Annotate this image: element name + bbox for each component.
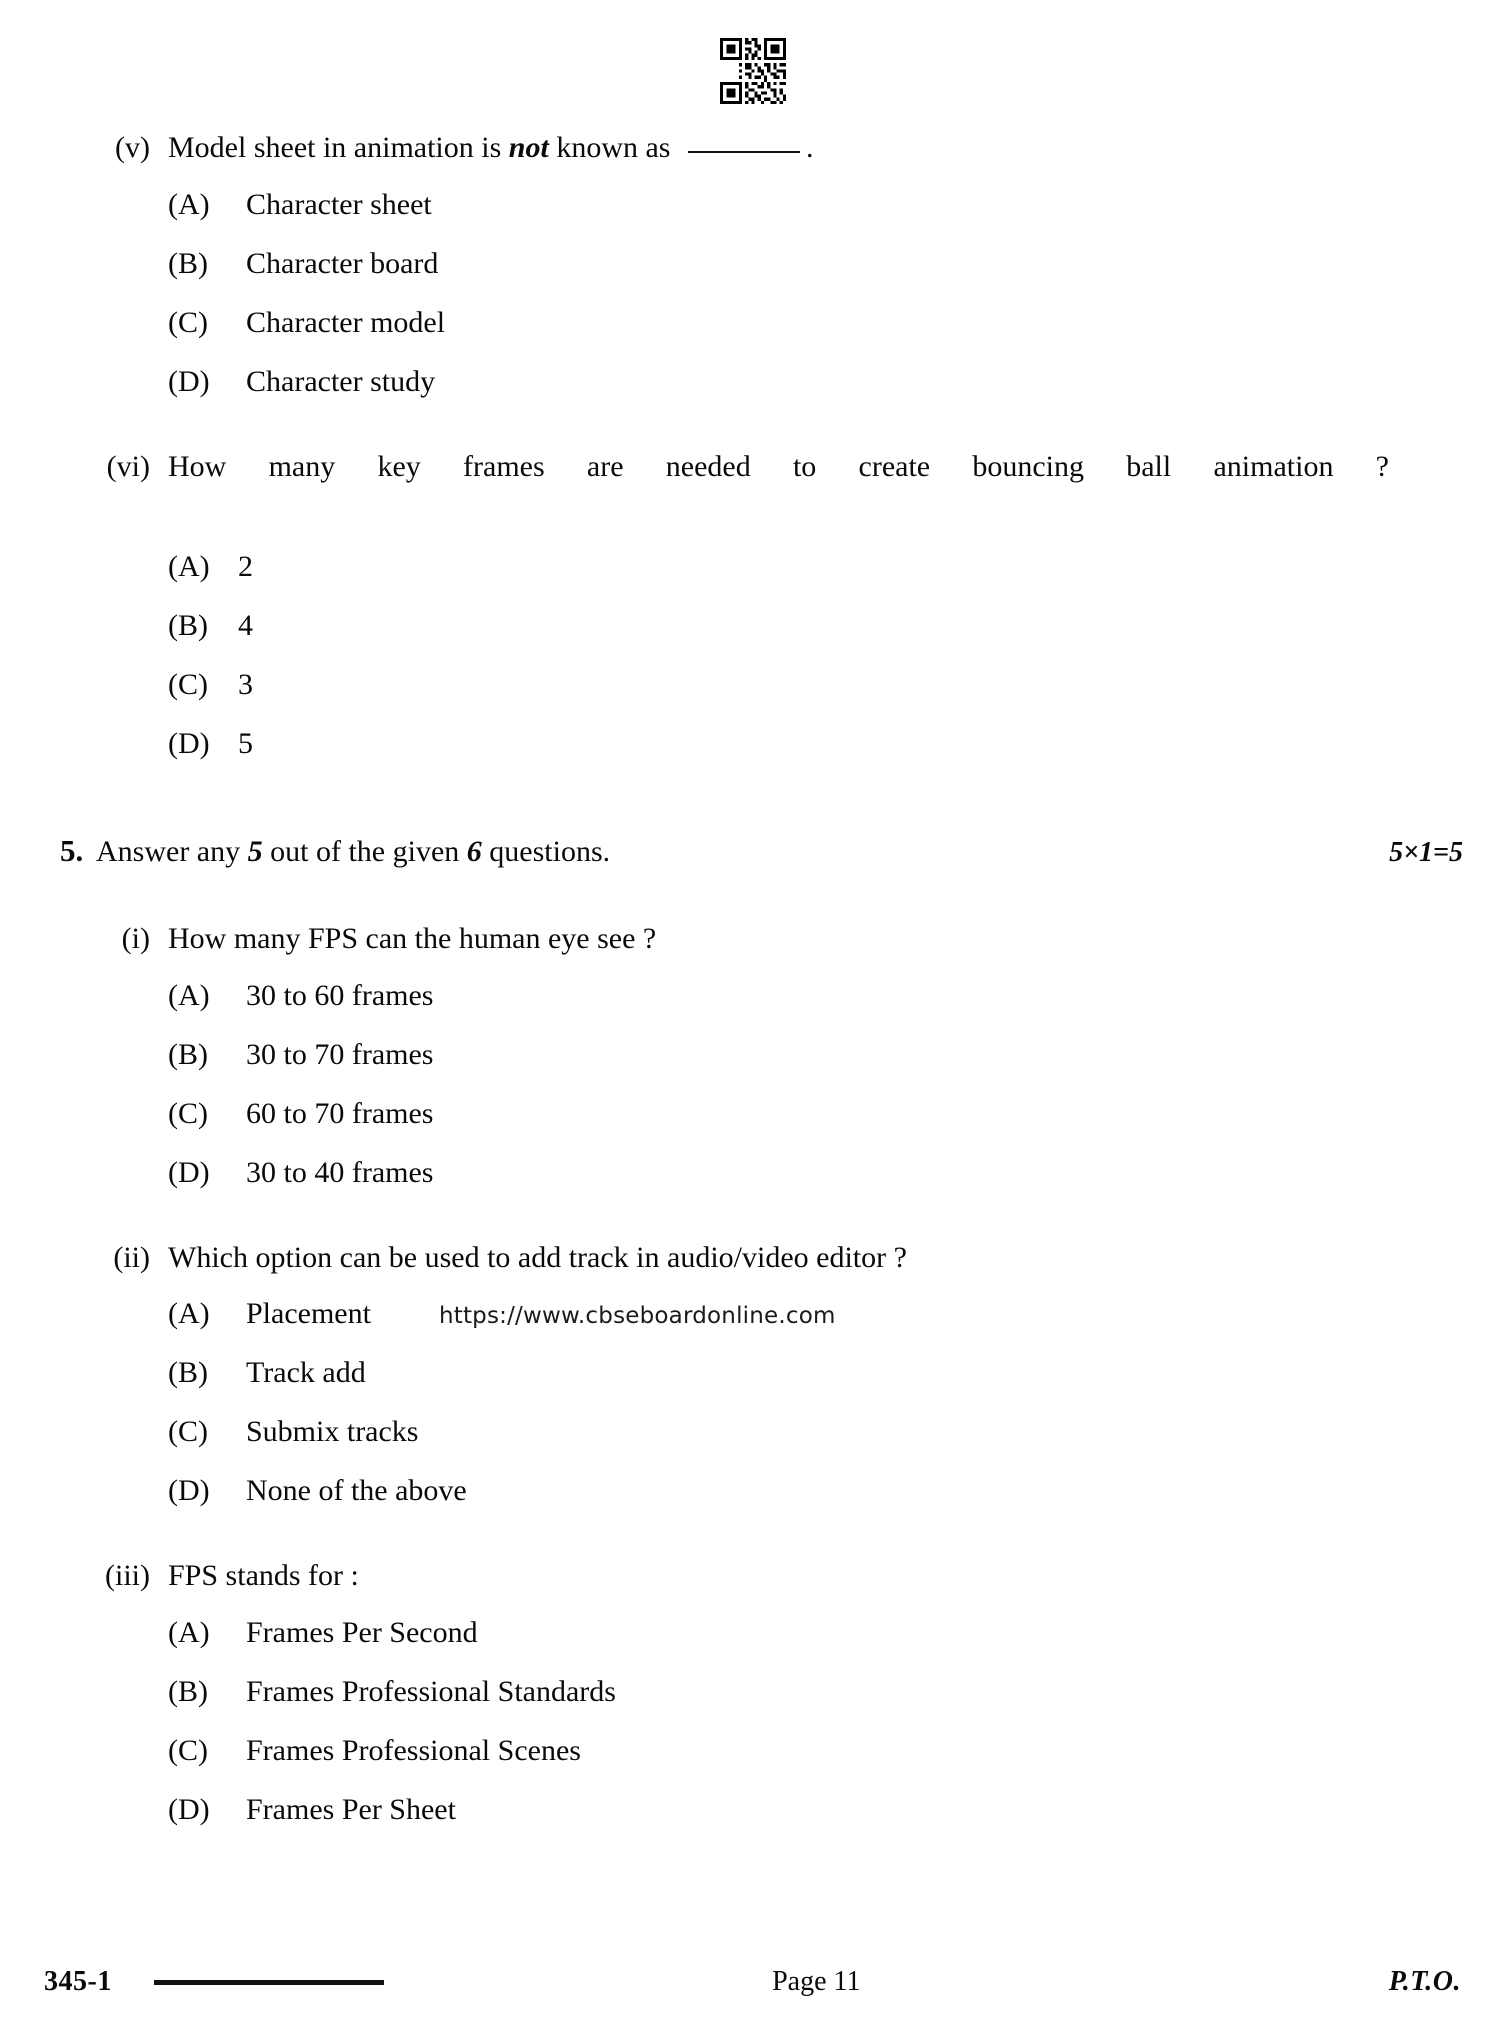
option-label: (B) xyxy=(168,246,208,280)
section-5-question-ii-options xyxy=(168,1293,1469,1512)
option-item[interactable] xyxy=(168,1671,1469,1713)
section-5-question-iii-options xyxy=(168,1612,1469,1831)
option-item[interactable] xyxy=(168,1152,1469,1194)
question-v-text xyxy=(168,126,1469,170)
question-vi-number: (vi) xyxy=(106,449,150,483)
option-text: Submix tracks xyxy=(246,1415,419,1449)
option-text: 60 to 70 frames xyxy=(246,1096,434,1130)
option-item[interactable] xyxy=(168,361,1469,403)
option-label: (C) xyxy=(168,1415,208,1449)
option-item[interactable] xyxy=(168,1789,1469,1831)
page-content xyxy=(0,126,1505,1873)
option-item[interactable] xyxy=(168,302,1469,344)
question-v xyxy=(36,126,1469,403)
section-5-question-i-row xyxy=(36,917,1469,1194)
option-label: (C) xyxy=(168,667,208,701)
option-label: (D) xyxy=(168,1792,210,1826)
option-item[interactable] xyxy=(168,1293,1469,1335)
option-label: (C) xyxy=(168,1733,208,1767)
section-5-question-i-text: How many FPS can the human eye see ? xyxy=(168,922,657,956)
section-5-question-ii xyxy=(36,1236,1469,1513)
section-5-heading xyxy=(36,829,1469,874)
option-item[interactable] xyxy=(168,243,1469,285)
option-text: Placement xyxy=(246,1297,371,1331)
option-label: (D) xyxy=(168,1155,210,1189)
question-v-number: (v) xyxy=(115,131,150,164)
section-5-marks: 5×1=5 xyxy=(1389,836,1463,868)
section-5-question-i-body xyxy=(168,917,1469,1194)
option-label: (B) xyxy=(168,608,208,642)
question-v-text-tail: . xyxy=(805,131,814,164)
option-text: Character model xyxy=(246,305,446,339)
question-vi-body xyxy=(168,445,1469,765)
option-text: Character sheet xyxy=(246,187,432,221)
section-5-instruction-p2: out of the given xyxy=(262,834,467,868)
question-vi-options xyxy=(168,546,1469,765)
section-5-question-ii-body xyxy=(168,1236,1469,1513)
option-label: (A) xyxy=(168,549,210,583)
option-text: 30 to 70 frames xyxy=(246,1037,434,1071)
section-5-number: 5. xyxy=(60,832,84,868)
question-v-text-after: known as xyxy=(548,131,678,164)
option-item[interactable] xyxy=(168,1352,1469,1394)
pto-label: P.T.O. xyxy=(1388,1966,1461,1997)
option-text: Character board xyxy=(246,246,439,280)
question-v-row xyxy=(36,126,1469,403)
option-item[interactable] xyxy=(168,1730,1469,1772)
question-v-options xyxy=(168,184,1469,403)
section-5-question-iii-body xyxy=(168,1554,1469,1831)
page-number: Page 11 xyxy=(772,1966,861,1997)
question-vi-row xyxy=(36,445,1469,765)
question-vi xyxy=(36,445,1469,765)
option-text: 5 xyxy=(238,726,253,760)
section-5-instruction xyxy=(96,830,1389,874)
qr-code-container xyxy=(0,38,1505,104)
option-label: (D) xyxy=(168,1474,210,1508)
option-label: (B) xyxy=(168,1037,208,1071)
option-text: Frames Professional Standards xyxy=(246,1674,616,1708)
option-text: Frames Professional Scenes xyxy=(246,1733,581,1767)
option-text: Frames Per Second xyxy=(246,1615,478,1649)
fill-in-blank xyxy=(688,151,800,153)
option-label: (D) xyxy=(168,726,210,760)
option-item[interactable] xyxy=(168,1093,1469,1135)
option-text: 30 to 40 frames xyxy=(246,1155,434,1189)
option-text: None of the above xyxy=(246,1474,467,1508)
option-item[interactable] xyxy=(168,1612,1469,1654)
section-5-question-i-number: (i) xyxy=(121,922,150,956)
option-label: (A) xyxy=(168,978,210,1012)
option-item[interactable] xyxy=(168,605,1469,647)
section-5-question-i-options xyxy=(168,975,1469,1194)
option-item[interactable] xyxy=(168,723,1469,765)
option-label: (D) xyxy=(168,364,210,398)
option-text: Track add xyxy=(246,1356,366,1390)
section-5-question-ii-row xyxy=(36,1236,1469,1513)
option-label: (C) xyxy=(168,305,208,339)
question-vi-text: How many key frames are needed to create bouncing ball animation ? xyxy=(168,449,1389,483)
question-v-body xyxy=(168,126,1469,403)
watermark-url: https://www.cbseboardonline.com xyxy=(438,1303,836,1330)
option-item[interactable] xyxy=(168,1034,1469,1076)
section-5-question-iii-text: FPS stands for : xyxy=(168,1559,359,1593)
section-5-question-i xyxy=(36,917,1469,1194)
footer-divider xyxy=(154,1980,384,1985)
option-label: (A) xyxy=(168,1615,210,1649)
option-item[interactable] xyxy=(168,975,1469,1017)
section-5-instruction-p3: questions. xyxy=(481,834,611,868)
section-5-question-iii xyxy=(36,1554,1469,1831)
option-text: 30 to 60 frames xyxy=(246,978,434,1012)
option-item[interactable] xyxy=(168,664,1469,706)
section-5-question-iii-row xyxy=(36,1554,1469,1831)
option-item[interactable] xyxy=(168,1411,1469,1453)
section-5-count-given: 6 xyxy=(466,834,482,868)
paper-code: 345-1 xyxy=(44,1966,112,1997)
section-5-question-ii-text: Which option can be used to add track in audio/video editor ? xyxy=(168,1240,907,1274)
option-label: (A) xyxy=(168,187,210,221)
section-5-count-answer: 5 xyxy=(247,834,263,868)
option-text: 2 xyxy=(238,549,253,583)
page-footer xyxy=(0,1966,1505,1998)
section-5-question-iii-number: (iii) xyxy=(105,1559,150,1593)
option-label: (C) xyxy=(168,1096,208,1130)
option-item[interactable] xyxy=(168,184,1469,226)
section-5-question-ii-number: (ii) xyxy=(113,1240,150,1274)
option-item[interactable] xyxy=(168,1470,1469,1512)
option-text: 3 xyxy=(238,667,253,701)
option-text: Frames Per Sheet xyxy=(246,1792,456,1826)
option-text: Character study xyxy=(246,364,436,398)
option-label: (A) xyxy=(168,1297,210,1331)
option-label: (B) xyxy=(168,1356,208,1390)
question-v-text-before: Model sheet in animation is xyxy=(168,131,509,164)
section-5-instruction-p1: Answer any xyxy=(96,834,248,868)
question-v-emphasis: not xyxy=(508,131,549,164)
option-item[interactable] xyxy=(168,546,1469,588)
qr-code xyxy=(720,38,786,104)
option-label: (B) xyxy=(168,1674,208,1708)
option-text: 4 xyxy=(238,608,253,642)
